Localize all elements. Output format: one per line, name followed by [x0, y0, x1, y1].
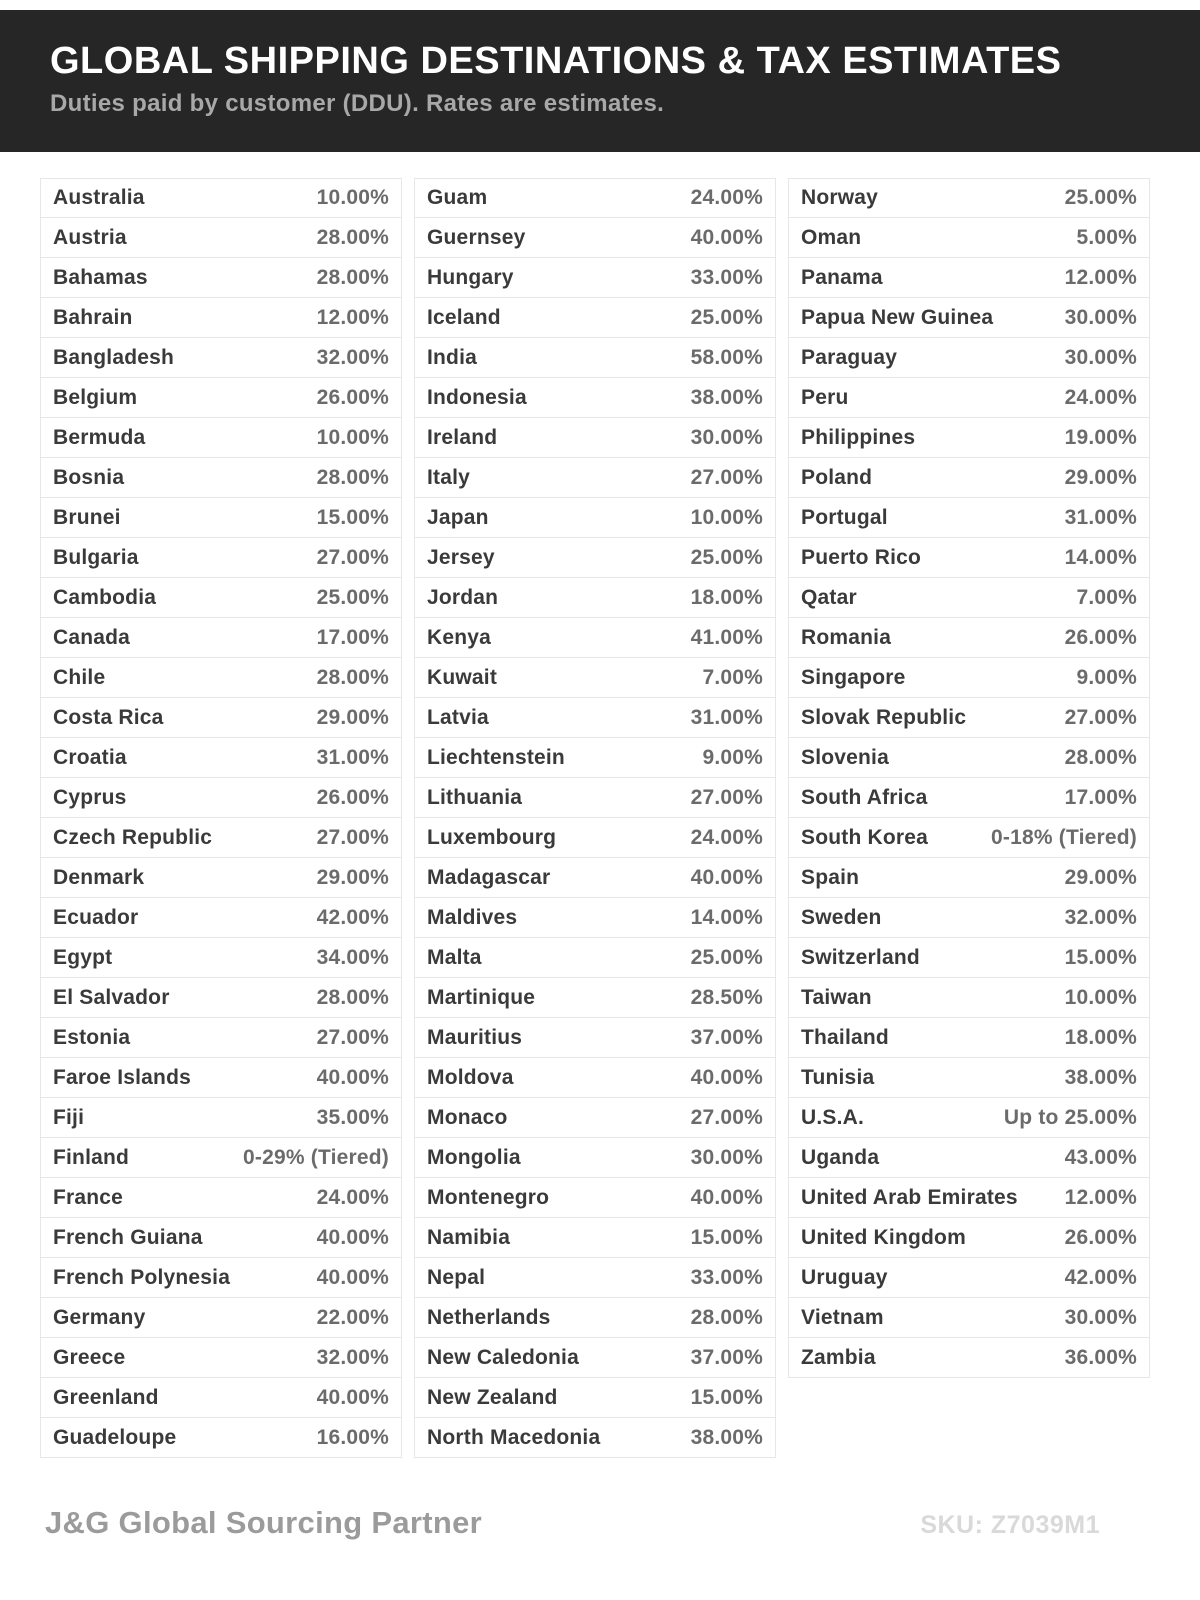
country-label: Puerto Rico: [801, 545, 922, 569]
rate-value: 28.50%: [690, 985, 763, 1009]
rate-value: 19.00%: [1064, 425, 1137, 449]
rate-value: 18.00%: [690, 585, 763, 609]
country-label: Bulgaria: [53, 545, 139, 569]
country-label: India: [427, 345, 478, 369]
country-label: Finland: [53, 1145, 130, 1169]
country-label: Panama: [801, 265, 883, 289]
country-label: Slovenia: [801, 745, 889, 769]
rate-value: 37.00%: [690, 1345, 763, 1369]
table-row: [40, 618, 402, 658]
country-label: Peru: [801, 385, 849, 409]
country-label: Greece: [53, 1345, 126, 1369]
rate-value: 33.00%: [690, 265, 763, 289]
country-label: United Arab Emirates: [801, 1185, 1018, 1209]
table-row: [40, 578, 402, 618]
country-label: Luxembourg: [427, 825, 557, 849]
table-row: [788, 458, 1150, 498]
country-label: Bermuda: [53, 425, 146, 449]
table-row: [414, 818, 776, 858]
table-row: [414, 498, 776, 538]
table-row: [40, 1378, 402, 1418]
table-row: [40, 1218, 402, 1258]
rate-value: 25.00%: [316, 585, 389, 609]
country-label: North Macedonia: [427, 1425, 601, 1449]
rate-value: 36.00%: [1064, 1345, 1137, 1369]
rate-value: 30.00%: [690, 1145, 763, 1169]
rate-value: 25.00%: [690, 305, 763, 329]
table-row: [40, 1418, 402, 1458]
country-label: French Polynesia: [53, 1265, 231, 1289]
rate-value: 40.00%: [316, 1225, 389, 1249]
country-label: Romania: [801, 625, 892, 649]
country-label: Australia: [53, 186, 145, 209]
table-row: [414, 898, 776, 938]
rate-value: 42.00%: [1064, 1265, 1137, 1289]
rate-value: 29.00%: [1064, 465, 1137, 489]
table-row: [788, 258, 1150, 298]
table-row: [414, 178, 776, 218]
country-label: U.S.A.: [801, 1105, 865, 1129]
table-row: [40, 378, 402, 418]
rate-value: 30.00%: [690, 425, 763, 449]
rates-column: [414, 178, 776, 1458]
rate-value: 40.00%: [316, 1065, 389, 1089]
country-label: Malta: [427, 945, 482, 969]
rate-value: 25.00%: [690, 545, 763, 569]
country-label: Guam: [427, 186, 488, 209]
rates-column: [40, 178, 402, 1458]
table-row: [40, 1098, 402, 1138]
country-label: Zambia: [801, 1345, 876, 1369]
table-row: [788, 1018, 1150, 1058]
rate-value: 26.00%: [316, 385, 389, 409]
table-row: [788, 338, 1150, 378]
table-row: [414, 218, 776, 258]
rate-value: 7.00%: [1076, 585, 1137, 609]
country-label: Madagascar: [427, 865, 551, 889]
rate-value: 15.00%: [690, 1385, 763, 1409]
rate-value: 27.00%: [1064, 705, 1137, 729]
rate-value: 40.00%: [690, 1185, 763, 1209]
table-row: [414, 1178, 776, 1218]
country-label: Martinique: [427, 985, 536, 1009]
table-row: [40, 818, 402, 858]
rate-value: 15.00%: [690, 1225, 763, 1249]
country-label: Cambodia: [53, 585, 157, 609]
country-label: Hungary: [427, 265, 514, 289]
table-row: [788, 178, 1150, 218]
country-label: French Guiana: [53, 1225, 203, 1249]
country-label: Papua New Guinea: [801, 305, 994, 329]
table-row: [40, 178, 402, 218]
rates-table: [0, 178, 1200, 1458]
table-row: [40, 1058, 402, 1098]
country-label: Taiwan: [801, 985, 872, 1009]
rate-value: 30.00%: [1064, 345, 1137, 369]
table-row: [40, 1338, 402, 1378]
country-label: Oman: [801, 225, 862, 249]
table-row: [414, 1058, 776, 1098]
table-row: [40, 258, 402, 298]
rate-value: 33.00%: [690, 1265, 763, 1289]
table-row: [40, 418, 402, 458]
country-label: Sweden: [801, 905, 882, 929]
table-row: [414, 1258, 776, 1298]
rate-value: 40.00%: [316, 1265, 389, 1289]
table-row: [414, 658, 776, 698]
rate-value: 25.00%: [1064, 186, 1137, 209]
table-row: [788, 218, 1150, 258]
table-row: [788, 1178, 1150, 1218]
rate-value: 31.00%: [316, 745, 389, 769]
country-label: Mongolia: [427, 1145, 521, 1169]
table-row: [40, 1138, 402, 1178]
country-label: South Africa: [801, 785, 928, 809]
rate-value: 30.00%: [1064, 305, 1137, 329]
country-label: Bosnia: [53, 465, 125, 489]
country-label: Costa Rica: [53, 705, 164, 729]
rate-value: 17.00%: [316, 625, 389, 649]
table-row: [788, 498, 1150, 538]
footer: [0, 1505, 1200, 1541]
country-label: Austria: [53, 225, 127, 249]
table-row: [788, 298, 1150, 338]
country-label: Kuwait: [427, 665, 498, 689]
rate-value: 27.00%: [690, 465, 763, 489]
country-label: Estonia: [53, 1025, 131, 1049]
rate-value: 32.00%: [316, 1345, 389, 1369]
rate-value: 40.00%: [690, 865, 763, 889]
table-row: [414, 738, 776, 778]
table-row: [788, 1298, 1150, 1338]
country-label: Poland: [801, 465, 873, 489]
brand-name: J&G Global Sourcing Partner: [45, 1505, 483, 1540]
country-label: Czech Republic: [53, 825, 213, 849]
table-row: [414, 978, 776, 1018]
country-label: Cyprus: [53, 785, 127, 809]
table-row: [414, 338, 776, 378]
rate-value: 31.00%: [690, 705, 763, 729]
table-row: [40, 978, 402, 1018]
table-row: [414, 618, 776, 658]
country-label: Maldives: [427, 905, 518, 929]
country-label: Chile: [53, 665, 106, 689]
country-label: Ecuador: [53, 905, 139, 929]
country-label: Fiji: [53, 1105, 85, 1129]
table-row: [40, 698, 402, 738]
country-label: Vietnam: [801, 1305, 884, 1329]
rate-value: 12.00%: [1064, 265, 1137, 289]
country-label: Germany: [53, 1305, 146, 1329]
rate-value: 10.00%: [690, 505, 763, 529]
country-label: Philippines: [801, 425, 916, 449]
table-row: [40, 1298, 402, 1338]
rate-value: 29.00%: [316, 865, 389, 889]
rate-value: 27.00%: [690, 1105, 763, 1129]
table-row: [414, 538, 776, 578]
country-label: New Caledonia: [427, 1345, 579, 1369]
rate-value: Up to 25.00%: [1003, 1105, 1137, 1129]
table-row: [40, 298, 402, 338]
rate-value: 28.00%: [316, 665, 389, 689]
rate-value: 38.00%: [690, 1425, 763, 1449]
table-row: [414, 298, 776, 338]
country-label: Ireland: [427, 425, 498, 449]
country-label: Singapore: [801, 665, 906, 689]
country-label: El Salvador: [53, 985, 170, 1009]
country-label: Lithuania: [427, 785, 523, 809]
country-label: Kenya: [427, 625, 492, 649]
rate-value: 16.00%: [316, 1425, 389, 1449]
country-label: Liechtenstein: [427, 745, 565, 769]
table-row: [788, 738, 1150, 778]
country-label: Bangladesh: [53, 345, 175, 369]
country-label: Denmark: [53, 865, 145, 889]
country-label: Latvia: [427, 705, 489, 729]
country-label: Thailand: [801, 1025, 889, 1049]
table-row: [40, 938, 402, 978]
rate-value: 38.00%: [1064, 1065, 1137, 1089]
rate-value: 22.00%: [316, 1305, 389, 1329]
table-row: [40, 1258, 402, 1298]
country-label: Indonesia: [427, 385, 527, 409]
rate-value: 10.00%: [1064, 985, 1137, 1009]
table-row: [788, 1338, 1150, 1378]
country-label: Faroe Islands: [53, 1065, 191, 1089]
rate-value: 30.00%: [1064, 1305, 1137, 1329]
country-label: Montenegro: [427, 1185, 550, 1209]
table-row: [40, 218, 402, 258]
rates-column: [788, 178, 1150, 1378]
rate-value: 41.00%: [690, 625, 763, 649]
country-label: Portugal: [801, 505, 888, 529]
country-label: Croatia: [53, 745, 127, 769]
rate-value: 58.00%: [690, 345, 763, 369]
table-row: [40, 738, 402, 778]
rate-value: 15.00%: [1064, 945, 1137, 969]
table-row: [414, 578, 776, 618]
country-label: Greenland: [53, 1385, 159, 1409]
country-label: Mauritius: [427, 1025, 523, 1049]
country-label: Tunisia: [801, 1065, 875, 1089]
country-label: Jordan: [427, 585, 499, 609]
table-row: [414, 1338, 776, 1378]
country-label: Monaco: [427, 1105, 508, 1129]
rate-value: 38.00%: [690, 385, 763, 409]
table-row: [414, 778, 776, 818]
rate-value: 14.00%: [1064, 545, 1137, 569]
rate-value: 26.00%: [1064, 625, 1137, 649]
table-row: [788, 618, 1150, 658]
country-label: Namibia: [427, 1225, 511, 1249]
country-label: Nepal: [427, 1265, 486, 1289]
rate-value: 28.00%: [316, 265, 389, 289]
rate-value: 17.00%: [1064, 785, 1137, 809]
rate-value: 37.00%: [690, 1025, 763, 1049]
table-row: [414, 378, 776, 418]
sku-label: SKU: Z7039M1: [920, 1511, 1100, 1539]
table-row: [40, 538, 402, 578]
table-row: [414, 698, 776, 738]
rate-value: 26.00%: [316, 785, 389, 809]
rate-value: 34.00%: [316, 945, 389, 969]
country-label: Switzerland: [801, 945, 920, 969]
table-row: [40, 658, 402, 698]
country-label: New Zealand: [427, 1385, 558, 1409]
table-row: [788, 1138, 1150, 1178]
rate-value: 12.00%: [1064, 1185, 1137, 1209]
rate-value: 25.00%: [690, 945, 763, 969]
rate-value: 31.00%: [1064, 505, 1137, 529]
rate-value: 26.00%: [1064, 1225, 1137, 1249]
rate-value: 28.00%: [316, 225, 389, 249]
rate-value: 24.00%: [316, 1185, 389, 1209]
table-row: [788, 658, 1150, 698]
table-row: [788, 418, 1150, 458]
table-row: [40, 858, 402, 898]
country-label: Guernsey: [427, 225, 526, 249]
rate-value: 0-29% (Tiered): [243, 1145, 389, 1169]
rate-value: 0-18% (Tiered): [991, 825, 1137, 849]
table-row: [788, 978, 1150, 1018]
rate-value: 10.00%: [316, 186, 389, 209]
country-label: Paraguay: [801, 345, 898, 369]
table-row: [788, 538, 1150, 578]
rate-value: 27.00%: [316, 545, 389, 569]
country-label: Spain: [801, 865, 860, 889]
rate-value: 10.00%: [316, 425, 389, 449]
table-row: [414, 1298, 776, 1338]
country-label: Netherlands: [427, 1305, 551, 1329]
country-label: United Kingdom: [801, 1225, 966, 1249]
rate-value: 43.00%: [1064, 1145, 1137, 1169]
table-row: [788, 938, 1150, 978]
rate-value: 28.00%: [316, 465, 389, 489]
table-row: [788, 898, 1150, 938]
table-row: [40, 1018, 402, 1058]
rate-value: 24.00%: [690, 186, 763, 209]
country-label: Guadeloupe: [53, 1425, 177, 1449]
table-row: [788, 698, 1150, 738]
country-label: Uganda: [801, 1145, 880, 1169]
table-row: [788, 378, 1150, 418]
table-row: [788, 858, 1150, 898]
rate-value: 35.00%: [316, 1105, 389, 1129]
country-label: Uruguay: [801, 1265, 888, 1289]
rate-value: 40.00%: [316, 1385, 389, 1409]
rate-value: 29.00%: [1064, 865, 1137, 889]
table-row: [788, 778, 1150, 818]
table-row: [40, 458, 402, 498]
rate-value: 7.00%: [702, 665, 763, 689]
rate-value: 32.00%: [316, 345, 389, 369]
table-row: [788, 578, 1150, 618]
page-subtitle: Duties paid by customer (DDU). Rates are estimates.: [50, 89, 665, 117]
rate-value: 27.00%: [316, 825, 389, 849]
rate-value: 42.00%: [316, 905, 389, 929]
table-row: [414, 858, 776, 898]
rate-value: 27.00%: [316, 1025, 389, 1049]
rate-value: 40.00%: [690, 225, 763, 249]
country-label: Iceland: [427, 305, 501, 329]
rate-value: 28.00%: [316, 985, 389, 1009]
rate-value: 28.00%: [1064, 745, 1137, 769]
country-label: Brunei: [53, 505, 121, 529]
table-row: [414, 938, 776, 978]
rate-value: 9.00%: [702, 745, 763, 769]
table-row: [40, 498, 402, 538]
rate-value: 24.00%: [690, 825, 763, 849]
country-label: South Korea: [801, 825, 929, 849]
country-label: Canada: [53, 625, 131, 649]
country-label: Qatar: [801, 585, 857, 609]
header-banner: [0, 10, 1200, 152]
table-row: [788, 1058, 1150, 1098]
rate-value: 15.00%: [316, 505, 389, 529]
table-row: [788, 1098, 1150, 1138]
rate-value: 28.00%: [690, 1305, 763, 1329]
page-title: GLOBAL SHIPPING DESTINATIONS & TAX ESTIMATES: [50, 40, 1062, 82]
table-row: [414, 458, 776, 498]
country-label: Moldova: [427, 1065, 514, 1089]
table-row: [414, 1018, 776, 1058]
country-label: Bahamas: [53, 265, 148, 289]
table-row: [788, 1258, 1150, 1298]
table-row: [414, 1418, 776, 1458]
rate-value: 24.00%: [1064, 385, 1137, 409]
rate-value: 18.00%: [1064, 1025, 1137, 1049]
table-row: [414, 418, 776, 458]
table-row: [414, 1098, 776, 1138]
table-row: [40, 1178, 402, 1218]
country-label: France: [53, 1185, 124, 1209]
table-row: [40, 338, 402, 378]
country-label: Jersey: [427, 545, 495, 569]
country-label: Belgium: [53, 385, 138, 409]
rate-value: 5.00%: [1076, 225, 1137, 249]
rate-value: 9.00%: [1076, 665, 1137, 689]
table-row: [414, 1378, 776, 1418]
rate-value: 12.00%: [316, 305, 389, 329]
table-row: [414, 1138, 776, 1178]
rate-value: 32.00%: [1064, 905, 1137, 929]
rate-value: 27.00%: [690, 785, 763, 809]
table-row: [788, 818, 1150, 858]
country-label: Norway: [801, 186, 879, 209]
country-label: Slovak Republic: [801, 705, 967, 729]
table-row: [414, 258, 776, 298]
country-label: Bahrain: [53, 305, 133, 329]
country-label: Egypt: [53, 945, 113, 969]
country-label: Italy: [427, 465, 471, 489]
country-label: Japan: [427, 505, 489, 529]
table-row: [40, 778, 402, 818]
rate-value: 14.00%: [690, 905, 763, 929]
table-row: [414, 1218, 776, 1258]
table-row: [788, 1218, 1150, 1258]
rate-value: 29.00%: [316, 705, 389, 729]
rate-value: 40.00%: [690, 1065, 763, 1089]
table-row: [40, 898, 402, 938]
